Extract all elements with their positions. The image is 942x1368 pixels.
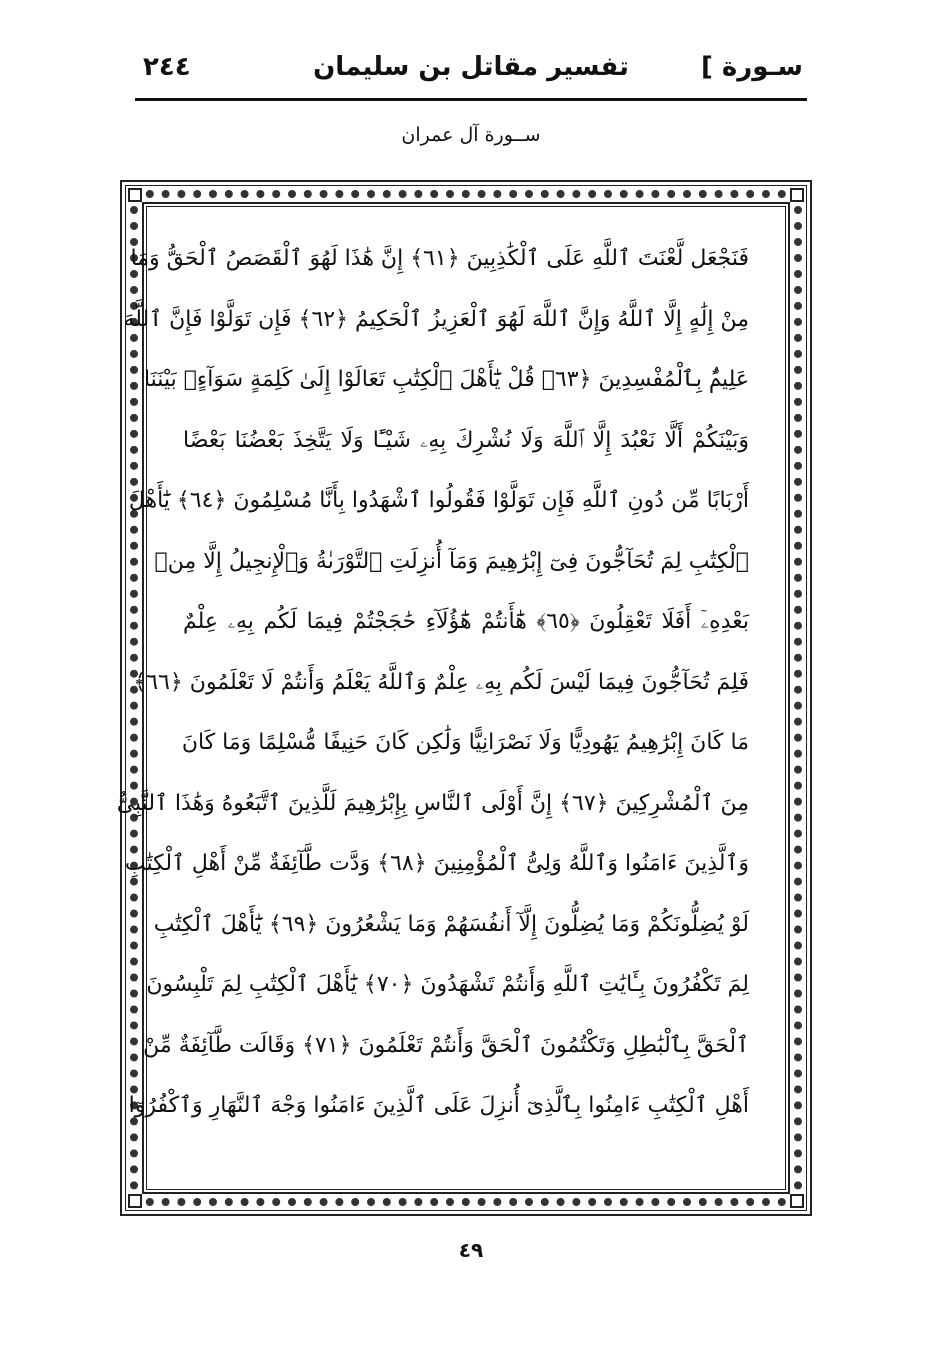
corner-ornament bbox=[790, 1194, 804, 1208]
running-head: [ سـورة bbox=[700, 52, 803, 82]
text-line: ٱلْحَقَّ بِٱلْبَٰطِلِ وَتَكْتُمُونَ ٱلْحَقَّ وَأَنتُمْ تَعْلَمُونَ ﴿٧١﴾ وَقَالَت طَّآئِفَةٌ مِّنْ bbox=[143, 1032, 749, 1058]
corner-ornament bbox=[128, 188, 142, 202]
text-line: لَوْ يُضِلُّونَكُمْ وَمَا يُضِلُّونَ إِلَّآ أَنفُسَهُمْ وَمَا يَشْعُرُونَ ﴿٦٩﴾ يَٰٓأَهْلَ ٱلْكِتَٰبِ bbox=[153, 911, 749, 937]
footer-page-number: ٤٩ bbox=[458, 1238, 484, 1262]
text-line: ٱلْكِتَٰبِ لِمَ تُحَآجُّونَ فِىٓ إِبْرَٰهِيمَ وَمَآ أُنزِلَتِ ٱلتَّوْرَىٰةُ وَٱلْإِنجِيلُ إِلَّا مِنۢ bbox=[154, 548, 749, 574]
corner-ornament bbox=[128, 1194, 142, 1208]
text-line: وَبَيْنَكُمْ أَلَّا نَعْبُدَ إِلَّا ٱللَّهَ وَلَا نُشْرِكَ بِهِۦ شَيْـًٔا وَلَا يَتَّخِذَ بَعْضُنَا بَعْضًا bbox=[183, 427, 749, 453]
surah-title: ســورة آل عمران bbox=[401, 124, 541, 146]
text-line: فَنَجْعَل لَّعْنَتَ ٱللَّهِ عَلَى ٱلْكَٰذِبِينَ ﴿٦١﴾ إِنَّ هَٰذَا لَهُوَ ٱلْقَصَصُ ٱلْحَقُّ وَمَا bbox=[130, 246, 749, 271]
text-line: لِمَ تَكْفُرُونَ بِـَٔايَٰتِ ٱللَّهِ وَأَنتُمْ تَشْهَدُونَ ﴿٧٠﴾ يَٰٓأَهْلَ ٱلْكِتَٰبِ لِمَ تَلْبِسُونَ bbox=[146, 972, 749, 997]
header-rule bbox=[135, 98, 807, 101]
page-number: ٢٤٤ bbox=[143, 52, 191, 82]
book-title: تفسير مقاتل بن سليمان bbox=[313, 52, 629, 82]
corner-ornament bbox=[790, 188, 804, 202]
text-line: وَٱلَّذِينَ ءَامَنُوا وَٱللَّهُ وَلِىُّ ٱلْمُؤْمِنِينَ ﴿٦٨﴾ وَدَّت طَّآئِفَةٌ مِّنْ أَهْلِ ٱلْكِتَٰبِ bbox=[124, 851, 749, 876]
text-line: فَلِمَ تُحَآجُّونَ فِيمَا لَيْسَ لَكُم بِهِۦ عِلْمٌ وَٱللَّهُ يَعْلَمُ وَأَنتُمْ لَا تَعْلَمُونَ ﴿٦٦﴾ bbox=[133, 669, 749, 695]
text-line: مَا كَانَ إِبْرَٰهِيمُ يَهُودِيًّا وَلَا نَصْرَانِيًّا وَلَٰكِن كَانَ حَنِيفًا مُّسْلِمًا وَمَا كَانَ bbox=[181, 730, 749, 755]
text-line: أَرْبَابًا مِّن دُونِ ٱللَّهِ فَإِن تَوَلَّوْا فَقُولُوا ٱشْهَدُوا بِأَنَّا مُسْلِمُونَ ﴿٦٤﴾ يَٰٓأَهْلَ bbox=[128, 488, 749, 513]
text-line: مِنَ ٱلْمُشْرِكِينَ ﴿٦٧﴾ إِنَّ أَوْلَى ٱلنَّاسِ بِإِبْرَٰهِيمَ لَلَّذِينَ ٱتَّبَعُوهُ وَهَٰذَا ٱلنَّبِىُّ bbox=[116, 790, 749, 816]
text-line: مِنْ إِلَٰهٍ إِلَّا ٱللَّهُ وَإِنَّ ٱللَّهَ لَهُوَ ٱلْعَزِيزُ ٱلْحَكِيمُ ﴿٦٢﴾ فَإِن تَوَلَّوْا فَإِنَّ ٱللَّهَ bbox=[123, 306, 749, 332]
text-line: بَعْدِهِۦٓ أَفَلَا تَعْقِلُونَ ﴿٦٥﴾ هَٰٓأَنتُمْ هَٰٓؤُلَآءِ حَٰجَجْتُمْ فِيمَا لَكُم بِهِۦ عِلْمٌ bbox=[183, 609, 749, 634]
text-line: أَهْلِ ٱلْكِتَٰبِ ءَامِنُوا بِٱلَّذِىٓ أُنزِلَ عَلَى ٱلَّذِينَ ءَامَنُوا وَجْهَ ٱلنَّهَارِ وَٱكْفُرُوٓا bbox=[128, 1093, 749, 1118]
quran-text-block bbox=[116, 232, 749, 1140]
page-header bbox=[135, 52, 807, 96]
text-line: عَلِيمٌۢ بِٱلْمُفْسِدِينَ ﴿٦٣﴾ قُلْ يَٰٓأَهْلَ ٱلْكِتَٰبِ تَعَالَوْا إِلَىٰ كَلِمَةٍ سَوَآءٍۭ بَيْنَنَا bbox=[143, 367, 749, 392]
